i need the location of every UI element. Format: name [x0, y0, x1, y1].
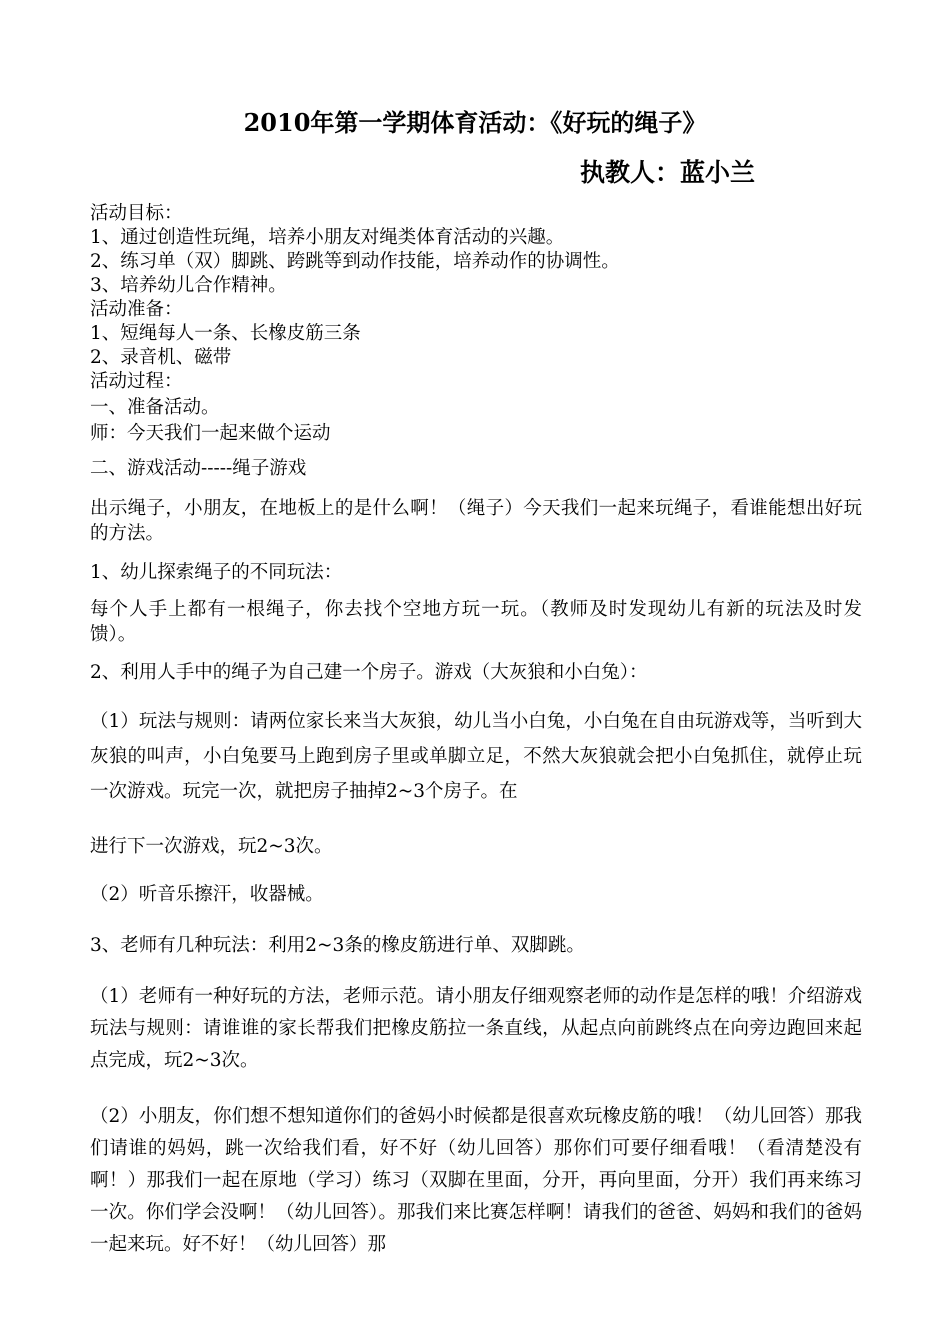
document-title: 2010年第一学期体育活动：《好玩的绳子》 — [243, 108, 707, 137]
paragraph-house-heading: 2、利用人手中的绳子为自己建一个房子。游戏（大灰狼和小白兔）： — [90, 662, 648, 683]
prep-item-2: 2、录音机、磁带 — [90, 347, 232, 368]
paragraph-teacher-heading: 3、老师有几种玩法：利用2~3条的橡皮筋进行单、双脚跳。 — [90, 935, 585, 956]
paragraph-intro: 出示绳子，小朋友，在地板上的是什么啊！（绳子）今天我们一起来玩绳子，看谁能想出好玩的方法。 — [90, 498, 862, 544]
prep-heading: 活动准备： — [90, 299, 183, 320]
paragraph-cooldown: （2）听音乐擦汗，收器械。 — [90, 884, 324, 905]
paragraph-rules: （1）玩法与规则：请两位家长来当大灰狼，幼儿当小白兔，小白兔在自由玩游戏等，当听到大灰狼的叫声，小白兔要马上跑到房子里或单脚立足，不然大灰狼就会把小白兔抓住，就停止玩一次游戏。玩完一次，就把房子抽掉2~3个房子。在 — [90, 711, 862, 802]
author-line: 执教人：蓝小兰 — [580, 158, 756, 187]
step-2-heading: 二、游戏活动-----绳子游戏 — [90, 458, 307, 479]
goal-item-3: 3、培养幼儿合作精神。 — [90, 275, 287, 296]
paragraph-rules-end: 进行下一次游戏，玩2~3次。 — [90, 836, 333, 857]
process-heading: 活动过程： — [90, 371, 183, 392]
step-1-heading: 一、准备活动。 — [90, 397, 220, 418]
paragraph-teacher-demo: （1）老师有一种好玩的方法，老师示范。请小朋友仔细观察老师的动作是怎样的哦！介绍游戏玩法与规则：请谁谁的家长帮我们把橡皮筋拉一条直线，从起点向前跳终点在向旁边跑回来起点完成，玩2~3次。 — [90, 986, 862, 1071]
paragraph-parents: （2）小朋友，你们想不想知道你们的爸妈小时候都是很喜欢玩橡皮筋的哦！（幼儿回答）那我们请谁的妈妈，跳一次给我们看，好不好（幼儿回答）那你们可要仔细看哦！（看清楚没有啊！）那我们一起在原地（学习）练习（双脚在里面，分开，再向里面，分开）我们再来练习一次。你们学会没啊！（幼儿回答）。那我们来比赛怎样啊！请我们的爸爸、妈妈和我们的爸妈一起来玩。好不好！（幼儿回答）那 — [90, 1106, 862, 1255]
goal-heading: 活动目标： — [90, 203, 183, 224]
goal-item-2: 2、练习单（双）脚跳、跨跳等到动作技能，培养动作的协调性。 — [90, 251, 620, 272]
step-1-text: 师：今天我们一起来做个运动 — [90, 423, 331, 444]
goal-item-1: 1、通过创造性玩绳，培养小朋友对绳类体育活动的兴趣。 — [90, 227, 565, 248]
paragraph-explore-text: 每个人手上都有一根绳子，你去找个空地方玩一玩。（教师及时发现幼儿有新的玩法及时发馈）。 — [90, 599, 862, 645]
prep-item-1: 1、短绳每人一条、长橡皮筋三条 — [90, 323, 361, 344]
paragraph-explore-heading: 1、幼儿探索绳子的不同玩法： — [90, 562, 343, 583]
